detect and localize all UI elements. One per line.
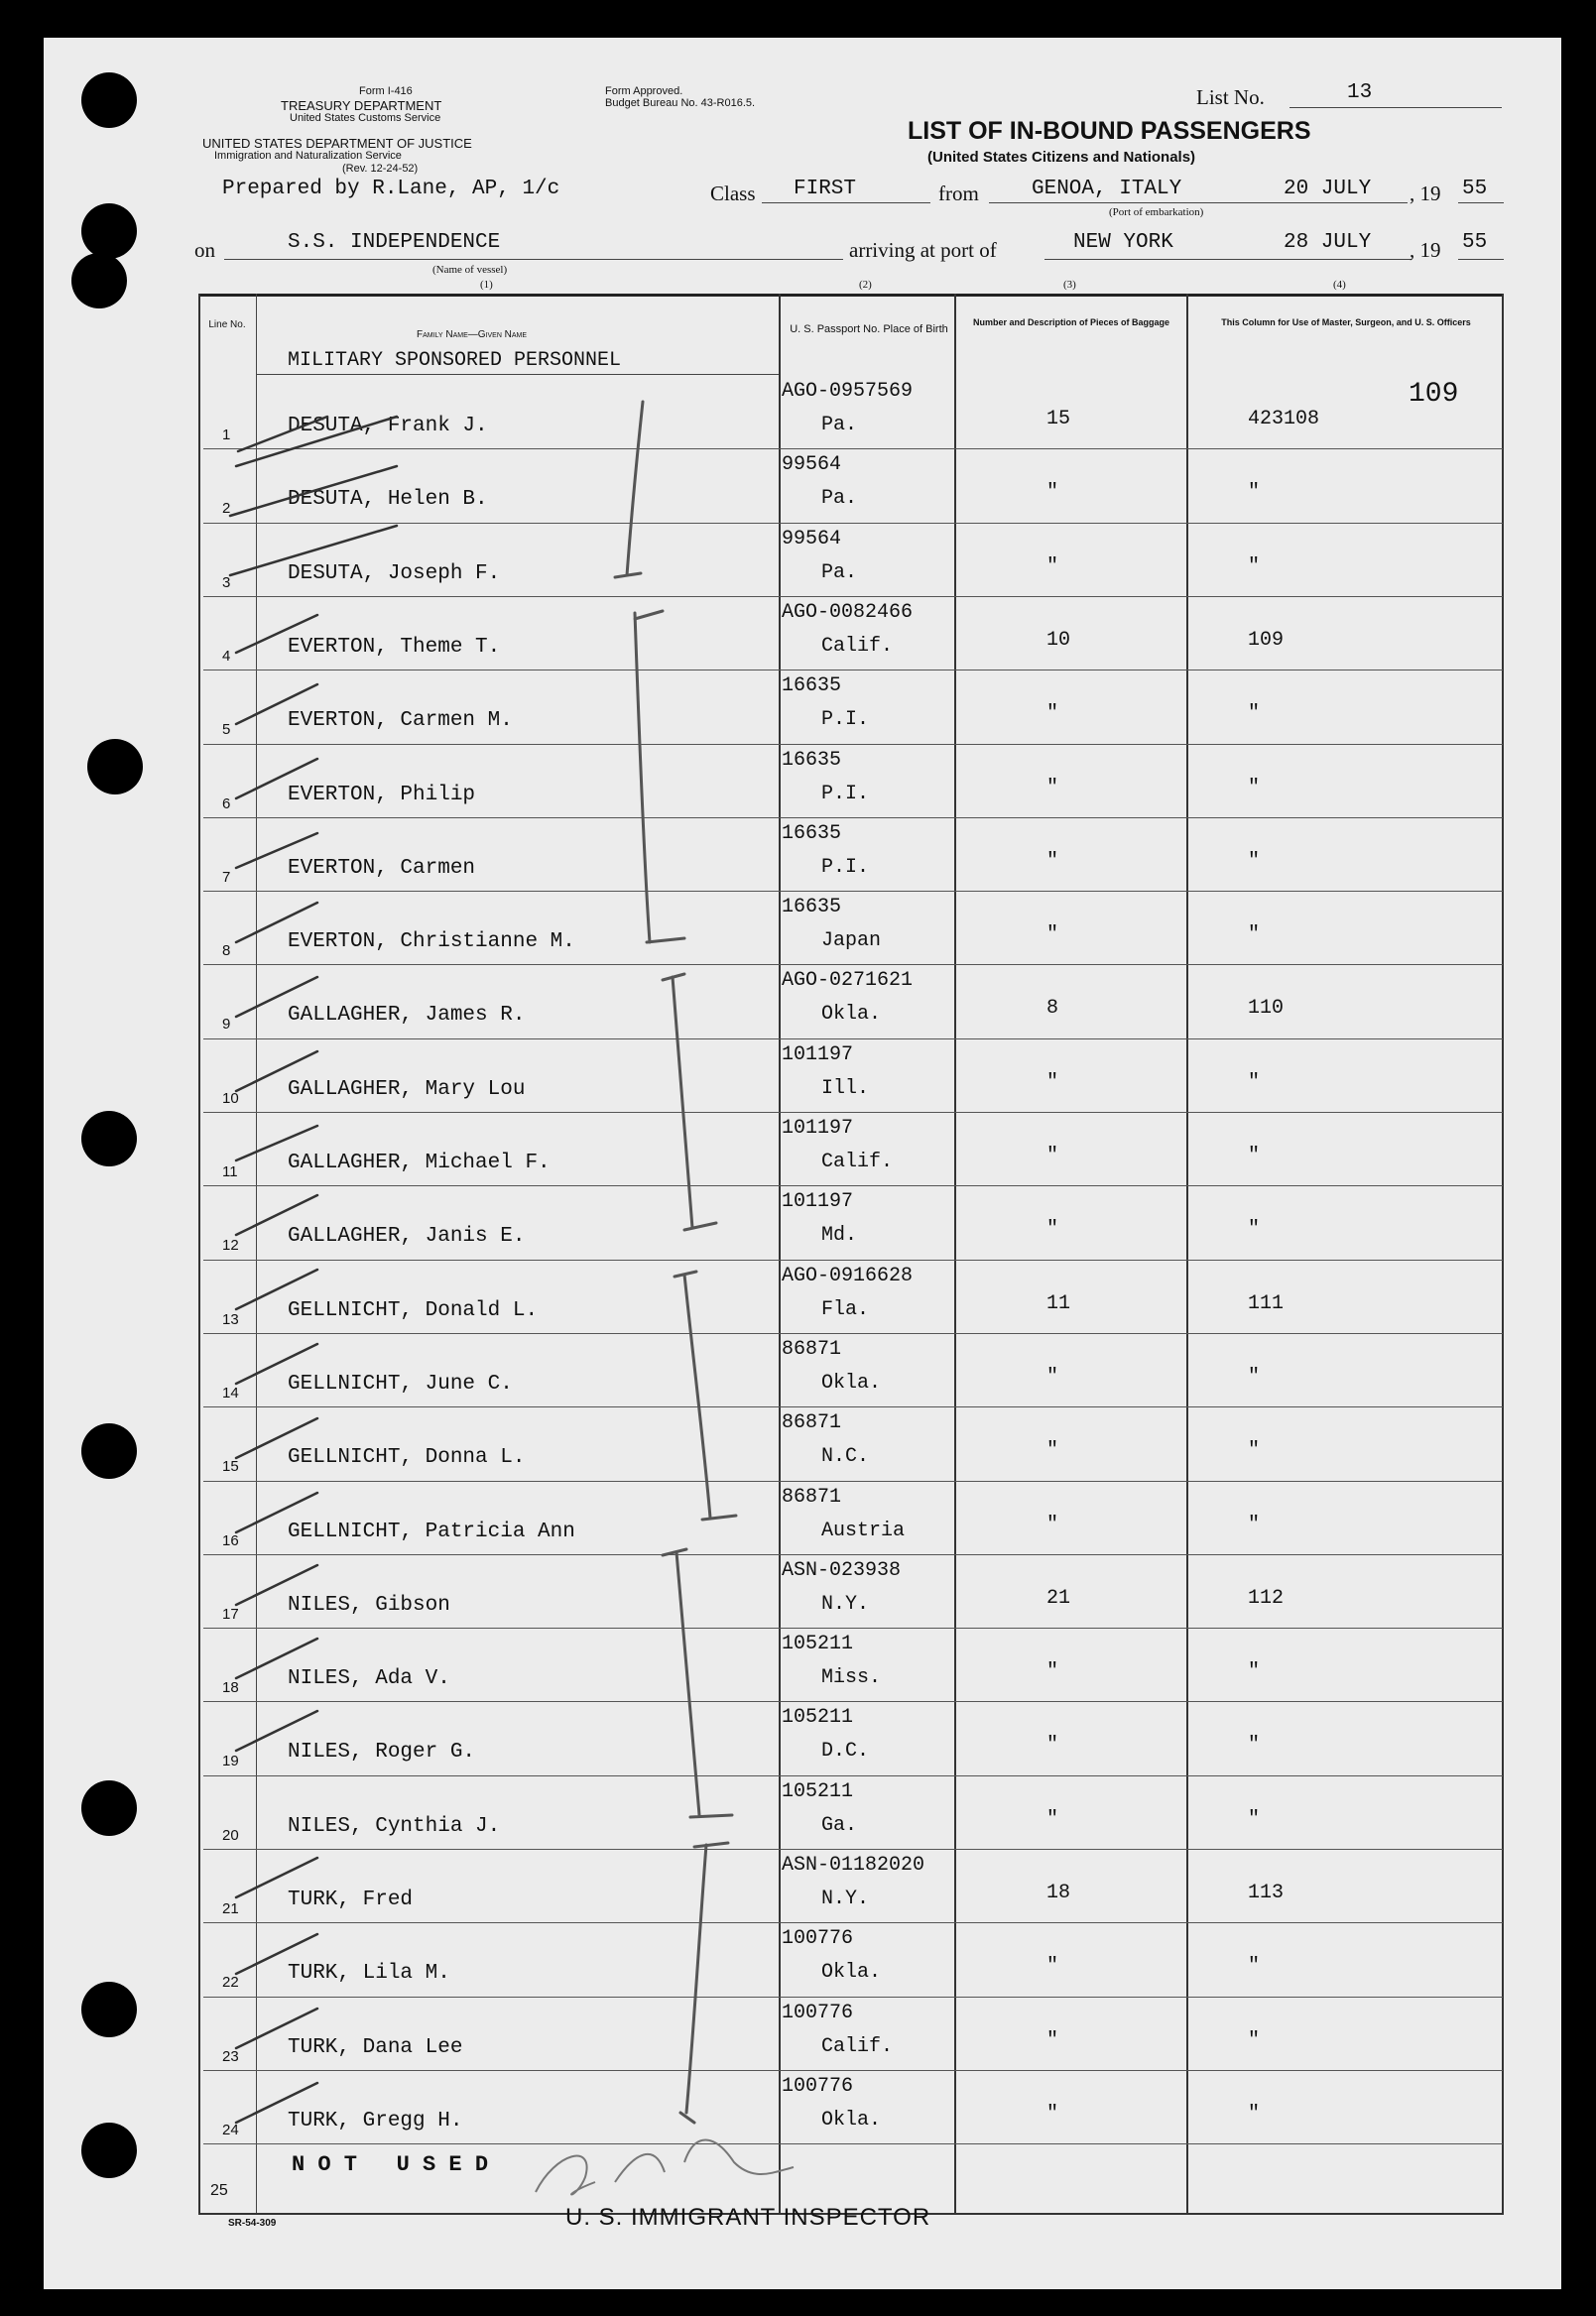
passport-number: 100776 — [782, 1927, 854, 1951]
prepared-by: Prepared by R.Lane, AP, 1/c — [222, 178, 560, 200]
passport-number: 16635 — [782, 821, 842, 845]
passport-number: AGO-0916628 — [782, 1264, 914, 1287]
place-of-birth: Japan — [821, 929, 882, 953]
passport-number: 101197 — [782, 1190, 854, 1214]
passenger-name: EVERTON, Christianne M. — [288, 930, 575, 954]
line-number: 25 — [210, 2182, 228, 2199]
officer-number: " — [1248, 776, 1261, 799]
passport-number: 105211 — [782, 1779, 854, 1803]
baggage-pieces: " — [1046, 1439, 1059, 1463]
officer-number: 109 — [1248, 628, 1285, 652]
passenger-name: NILES, Gibson — [288, 1593, 450, 1617]
place-of-birth: P.I. — [821, 782, 870, 805]
place-of-birth: Pa. — [821, 560, 858, 584]
passenger-name: EVERTON, Theme T. — [288, 635, 501, 659]
baggage-pieces: " — [1046, 1070, 1059, 1094]
line-number: 3 — [222, 573, 231, 591]
passport-number: 100776 — [782, 2001, 854, 2024]
place-of-birth: Pa. — [821, 487, 858, 511]
place-of-birth: Ga. — [821, 1813, 858, 1837]
line-number: 2 — [222, 500, 231, 518]
place-of-birth: Pa. — [821, 414, 858, 436]
officer-number: " — [1248, 1807, 1261, 1831]
treasury-department: TREASURY DEPARTMENT — [281, 98, 442, 113]
officer-number: " — [1248, 1439, 1261, 1463]
not-used-label: N O T U S E D — [292, 2152, 489, 2177]
baggage-pieces: " — [1046, 923, 1059, 947]
baggage-pieces: 18 — [1046, 1882, 1071, 1904]
officer-number: 112 — [1248, 1586, 1285, 1610]
budget-bureau: Budget Bureau No. 43-R016.5. — [605, 97, 756, 109]
column-number-1: (1) — [480, 279, 493, 291]
passport-number: 105211 — [782, 1633, 854, 1656]
line-number: 24 — [222, 2121, 239, 2138]
passenger-name: GELLNICHT, June C. — [288, 1372, 513, 1396]
officer-number: " — [1248, 923, 1261, 947]
passenger-name: GELLNICHT, Donald L. — [288, 1298, 539, 1322]
baggage-pieces: " — [1046, 849, 1059, 873]
place-of-birth: Calif. — [821, 1151, 894, 1173]
place-of-birth: N.Y. — [821, 1592, 870, 1616]
form-code: SR-54-309 — [228, 2218, 277, 2229]
vessel-name: S.S. INDEPENDENCE — [288, 231, 501, 254]
officer-number: 111 — [1248, 1291, 1285, 1315]
passenger-name: TURK, Lila M. — [288, 1962, 450, 1986]
tick-marks — [230, 417, 397, 2123]
port-embarkation-caption: (Port of embarkation) — [1109, 206, 1204, 218]
officer-number: 423108 — [1248, 408, 1320, 430]
arrival-port: NEW YORK — [1073, 231, 1173, 254]
column-number-4: (4) — [1333, 279, 1346, 291]
officer-number: " — [1248, 1513, 1261, 1536]
passport-number: 99564 — [782, 527, 842, 550]
place-of-birth: D.C. — [821, 1740, 870, 1764]
passport-number: 100776 — [782, 2074, 854, 2098]
passport-number: 105211 — [782, 1706, 854, 1730]
from-label: from — [938, 182, 979, 205]
baggage-pieces: " — [1046, 776, 1059, 799]
line-number: 9 — [222, 1016, 231, 1034]
baggage-pieces: " — [1046, 1513, 1059, 1536]
arrival-year: 55 — [1462, 231, 1488, 254]
line-number: 14 — [222, 1384, 239, 1402]
baggage-pieces: " — [1046, 1145, 1059, 1167]
officer-number: " — [1248, 1218, 1261, 1242]
officer-number: " — [1248, 1070, 1261, 1094]
passenger-name: DESUTA, Helen B. — [288, 488, 488, 512]
revision-date: (Rev. 12-24-52) — [342, 163, 419, 175]
departure-year-prefix: , 19 — [1410, 182, 1441, 205]
place-of-birth: Calif. — [821, 634, 894, 658]
baggage-pieces: " — [1046, 1660, 1059, 1684]
header-line-no: Line No. — [208, 319, 246, 330]
place-of-birth: Md. — [821, 1224, 858, 1248]
passenger-name: NILES, Roger G. — [288, 1741, 476, 1765]
line-number: 16 — [222, 1531, 239, 1549]
passenger-name: GALLAGHER, Michael F. — [288, 1152, 551, 1174]
officer-number: 110 — [1248, 997, 1285, 1021]
line-number: 6 — [222, 794, 231, 812]
place-of-birth: Ill. — [821, 1076, 870, 1100]
baggage-pieces: " — [1046, 2102, 1059, 2126]
passport-number: ASN-023938 — [782, 1558, 902, 1582]
place-of-birth: Okla. — [821, 1371, 882, 1395]
passenger-name: GALLAGHER, Janis E. — [288, 1225, 526, 1249]
line-number: 20 — [222, 1826, 239, 1844]
baggage-pieces: 21 — [1046, 1586, 1071, 1610]
line-number: 8 — [222, 942, 231, 960]
passenger-name: GALLAGHER, James R. — [288, 1004, 526, 1028]
column-number-3: (3) — [1063, 279, 1076, 291]
passenger-name: EVERTON, Carmen — [288, 856, 476, 880]
line-number: 21 — [222, 1900, 239, 1917]
passenger-name: EVERTON, Philip — [288, 783, 476, 806]
passport-number: AGO-0271621 — [782, 969, 914, 993]
list-number: 13 — [1347, 81, 1373, 104]
passenger-name: GALLAGHER, Mary Lou — [288, 1077, 526, 1101]
baggage-pieces: " — [1046, 554, 1059, 578]
officer-number: " — [1248, 2102, 1261, 2126]
line-number: 15 — [222, 1458, 239, 1476]
place-of-birth: Okla. — [821, 1961, 882, 1985]
departure-date: 20 JULY — [1284, 178, 1372, 200]
baggage-pieces: " — [1046, 1218, 1059, 1242]
place-of-birth: Austria — [821, 1519, 906, 1542]
place-of-birth: P.I. — [821, 708, 870, 732]
officer-number: " — [1248, 554, 1261, 578]
officer-number: " — [1248, 702, 1261, 726]
passport-number: 99564 — [782, 453, 842, 477]
form-approved: Form Approved. — [605, 85, 683, 97]
place-of-birth: N.C. — [821, 1445, 870, 1469]
passenger-name: TURK, Fred — [288, 1889, 414, 1911]
officer-number: " — [1248, 849, 1261, 873]
passenger-name: GELLNICHT, Donna L. — [288, 1446, 526, 1470]
port-of-embarkation: GENOA, ITALY — [1032, 178, 1182, 200]
line-number: 5 — [222, 721, 231, 739]
passenger-name: EVERTON, Carmen M. — [288, 709, 513, 733]
corner-note: 109 — [1409, 379, 1459, 410]
line-number: 4 — [222, 647, 231, 665]
vessel-caption: (Name of vessel) — [432, 264, 508, 276]
departure-year: 55 — [1462, 178, 1488, 200]
passenger-name: TURK, Gregg H. — [288, 2109, 463, 2133]
baggage-pieces: 15 — [1046, 408, 1071, 430]
inspector-signature — [536, 2140, 794, 2195]
place-of-birth: Okla. — [821, 1003, 882, 1027]
place-of-birth: Fla. — [821, 1297, 870, 1321]
header-passport: U. S. Passport No. Place of Birth — [790, 323, 948, 335]
form-number: Form I-416 — [359, 85, 413, 97]
passport-number: 101197 — [782, 1117, 854, 1140]
officer-number: " — [1248, 2028, 1261, 2052]
class-value: FIRST — [794, 178, 857, 200]
line-number: 1 — [222, 427, 231, 443]
officer-number: " — [1248, 481, 1261, 505]
officer-number: " — [1248, 1365, 1261, 1389]
officer-number: " — [1248, 1955, 1261, 1979]
list-number-label: List No. — [1196, 85, 1265, 109]
department-of-justice: UNITED STATES DEPARTMENT OF JUSTICE — [202, 136, 472, 151]
header-officers: This Column for Use of Master, Surgeon, and U. S. Officers — [1221, 317, 1471, 327]
on-label: on — [194, 238, 215, 262]
line-number: 7 — [222, 868, 231, 886]
place-of-birth: P.I. — [821, 855, 870, 879]
arrival-date: 28 JULY — [1284, 231, 1372, 254]
passenger-name: NILES, Cynthia J. — [288, 1814, 501, 1838]
passport-number: 86871 — [782, 1485, 842, 1509]
form-title: LIST OF IN-BOUND PASSENGERS — [908, 117, 1311, 145]
header-family-name: Family Name—Given Name — [417, 329, 528, 340]
officer-number: " — [1248, 1734, 1261, 1758]
line-number: 12 — [222, 1237, 239, 1255]
line-number: 13 — [222, 1310, 239, 1328]
place-of-birth: Miss. — [821, 1666, 882, 1690]
place-of-birth: Calif. — [821, 2034, 894, 2058]
line-number: 18 — [222, 1679, 239, 1697]
line-number: 10 — [222, 1089, 239, 1107]
place-of-birth: N.Y. — [821, 1888, 870, 1910]
passport-number: 16635 — [782, 674, 842, 698]
group-label: MILITARY SPONSORED PERSONNEL — [288, 349, 622, 372]
baggage-pieces: " — [1046, 1734, 1059, 1758]
passport-number: 101197 — [782, 1042, 854, 1066]
passport-number: 16635 — [782, 896, 842, 919]
passport-number: 16635 — [782, 748, 842, 772]
passport-number: AGO-0957569 — [782, 380, 914, 403]
baggage-pieces: " — [1046, 2028, 1059, 2052]
passport-number: 86871 — [782, 1411, 842, 1435]
ins-service: Immigration and Naturalization Service — [214, 150, 402, 162]
line-number: 19 — [222, 1753, 239, 1770]
baggage-pieces: " — [1046, 1365, 1059, 1389]
passport-number: 86871 — [782, 1337, 842, 1361]
passenger-name: DESUTA, Joseph F. — [288, 561, 501, 585]
header-baggage: Number and Description of Pieces of Baggage — [972, 317, 1170, 327]
baggage-pieces: " — [1046, 1807, 1059, 1831]
officer-number: " — [1248, 1660, 1261, 1684]
inspector-title: U. S. IMMIGRANT INSPECTOR — [565, 2204, 931, 2231]
line-number: 22 — [222, 1974, 239, 1992]
class-label: Class — [710, 182, 756, 205]
passport-number: AGO-0082466 — [782, 600, 914, 624]
baggage-pieces: " — [1046, 1955, 1059, 1979]
customs-service: United States Customs Service — [290, 112, 441, 124]
baggage-pieces: 10 — [1046, 628, 1071, 652]
passenger-name: NILES, Ada V. — [288, 1667, 450, 1691]
line-number: 23 — [222, 2047, 239, 2065]
arrival-year-prefix: , 19 — [1410, 238, 1441, 262]
column-number-2: (2) — [859, 279, 872, 291]
passenger-name: DESUTA, Frank J. — [288, 415, 488, 437]
baggage-pieces: 8 — [1046, 997, 1059, 1021]
baggage-pieces: " — [1046, 481, 1059, 505]
officer-number: " — [1248, 1145, 1261, 1167]
passenger-name: TURK, Dana Lee — [288, 2035, 463, 2059]
place-of-birth: Okla. — [821, 2108, 882, 2132]
passenger-name: GELLNICHT, Patricia Ann — [288, 1520, 575, 1543]
arriving-label: arriving at port of — [849, 238, 997, 262]
baggage-pieces: 11 — [1046, 1291, 1071, 1315]
line-number: 11 — [222, 1163, 238, 1180]
passport-number: ASN-01182020 — [782, 1854, 925, 1877]
line-number: 17 — [222, 1605, 239, 1623]
officer-number: 113 — [1248, 1882, 1285, 1904]
baggage-pieces: " — [1046, 702, 1059, 726]
form-subtitle: (United States Citizens and Nationals) — [927, 149, 1196, 166]
